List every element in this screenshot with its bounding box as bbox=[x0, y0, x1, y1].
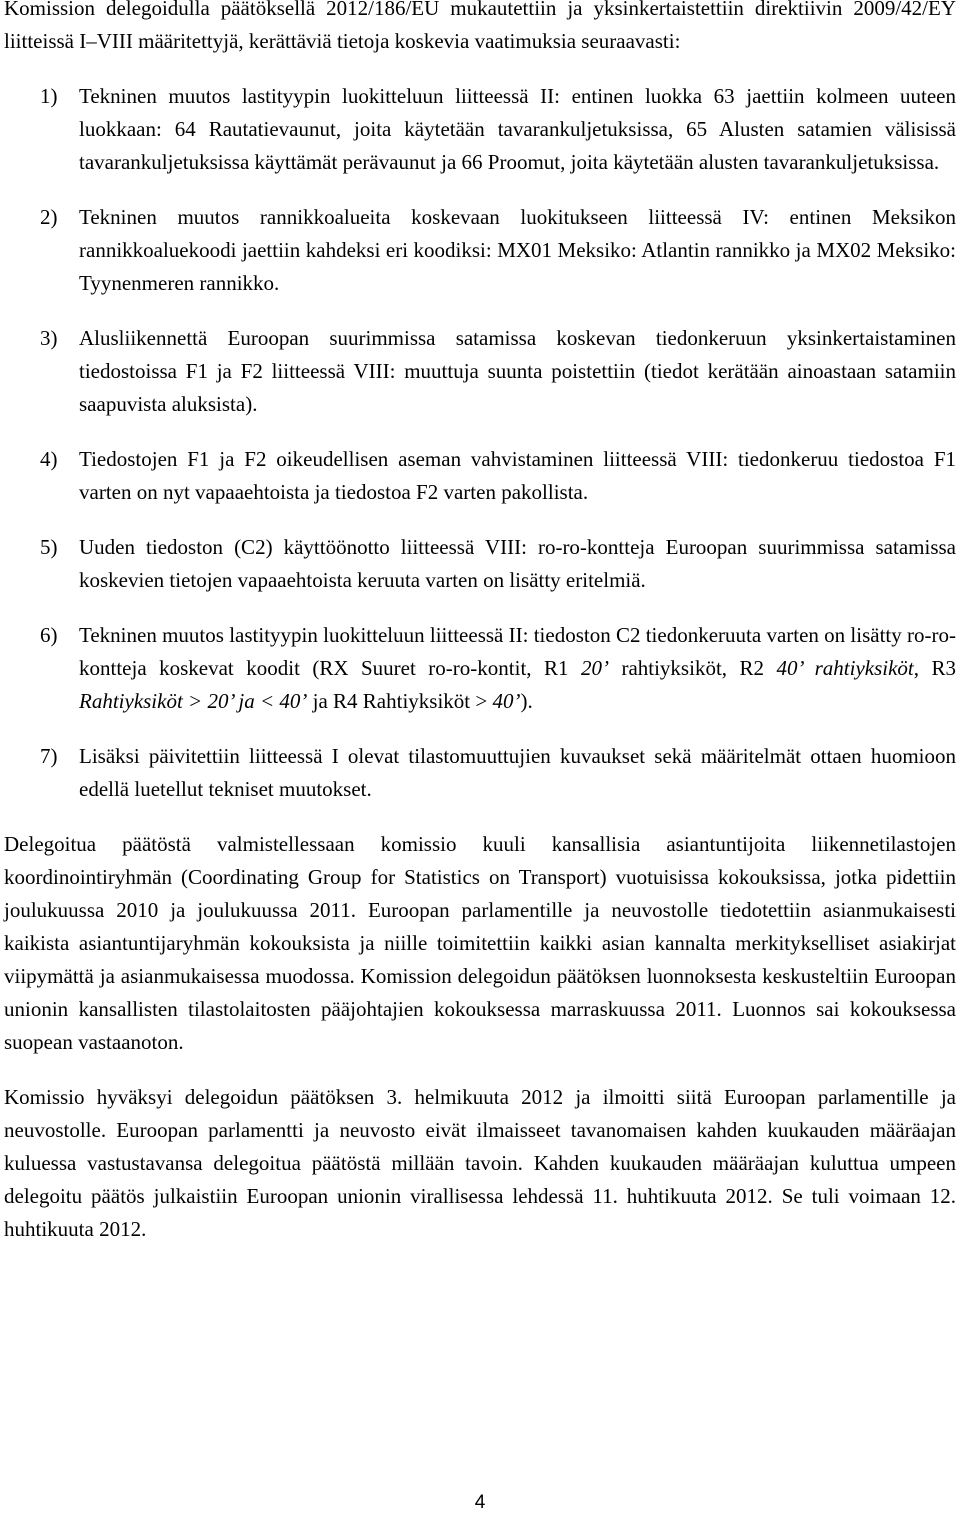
list-item bbox=[4, 443, 956, 509]
text-run: Tekninen muutos lastityypin luokitteluun liitteessä II: tiedoston C2 tiedonkeruuta varten on lisätty ro-ro-kontteja koskevat koodit (RX Suuret ro-ro-kontit, R1 bbox=[79, 623, 956, 680]
list-item-number: 7) bbox=[40, 744, 58, 768]
list-item bbox=[4, 531, 956, 597]
list-item-number: 2) bbox=[40, 205, 58, 229]
list-item-text: Tiedostojen F1 ja F2 oikeudellisen aseman vahvistaminen liitteessä VIII: tiedonkeruu tiedostoa F1 varten on nyt vapaaehtoista ja tiedostoa F2 varten pakollista. bbox=[79, 447, 956, 504]
amendments-list bbox=[4, 80, 956, 806]
list-item-number: 1) bbox=[40, 84, 58, 108]
list-item-number: 4) bbox=[40, 447, 58, 471]
intro-paragraph: Komission delegoidulla päätöksellä 2012/186/EU mukautettiin ja yksinkertaistettiin direktiivin 2009/42/EY liitteissä I–VIII määritettyjä, kerättäviä tietoja koskevia vaatimuksia seuraavasti: bbox=[4, 0, 956, 53]
text-run-italic: 40’ rahtiyksiköt bbox=[776, 656, 914, 680]
list-item bbox=[4, 322, 956, 421]
list-item bbox=[4, 740, 956, 806]
list-item bbox=[4, 619, 956, 718]
text-run-italic: 20’ bbox=[580, 656, 609, 680]
list-item-number: 3) bbox=[40, 326, 58, 350]
text-run: ). bbox=[520, 689, 533, 713]
list-item-text: Lisäksi päivitettiin liitteessä I olevat tilastomuuttujien kuvaukset sekä määritelmät ottaen huomioon edellä luetellut tekniset muutokset. bbox=[79, 744, 956, 801]
text-run: , R3 bbox=[913, 656, 956, 680]
list-item-text: Uuden tiedoston (C2) käyttöönotto liitteessä VIII: ro-ro-kontteja Euroopan suurimmissa satamissa koskevien tietojen vapaaehtoista keruuta varten on lisätty eritelmiä. bbox=[79, 535, 956, 592]
text-run-italic: Rahtiyksiköt > 20’ ja < 40’ bbox=[79, 689, 308, 713]
text-run: ja R4 Rahtiyksiköt > bbox=[307, 689, 493, 713]
list-item-number: 6) bbox=[40, 623, 58, 647]
page-number: 4 bbox=[474, 1492, 486, 1513]
text-run-italic: 40’ bbox=[492, 689, 521, 713]
adoption-paragraph: Komissio hyväksyi delegoidun päätöksen 3. helmikuuta 2012 ja ilmoitti siitä Euroopan parlamentille ja neuvostolle. Euroopan parlamentti ja neuvosto eivät ilmaisseet tavanomaisen kahden kuukauden määräajan kuluessa vastustavansa delegoitua päätöstä millään tavoin. Kahden kuukauden määräajan kuluttua umpeen delegoitu päätös julkaistiin Euroopan unionin virallisessa lehdessä 11. huhtikuuta 2012. Se tuli voimaan 12. huhtikuuta 2012. bbox=[4, 1085, 956, 1241]
list-item-number: 5) bbox=[40, 535, 58, 559]
list-item-text: Tekninen muutos rannikkoalueita koskevaan luokitukseen liitteessä IV: entinen Meksikon rannikkoaluekoodi jaettiin kahdeksi eri koodiksi: MX01 Meksiko: Atlantin rannikko ja MX02 Meksiko: Tyynenmeren rannikko. bbox=[79, 205, 956, 295]
list-item-text bbox=[79, 623, 956, 713]
consultation-paragraph: Delegoitua päätöstä valmistellessaan komissio kuuli kansallisia asiantuntijoita liikennetilastojen koordinointiryhmän (Coordinating Group for Statistics on Transport) vuotuisissa kokouksissa, jotka pidettiin joulukuussa 2010 ja joulukuussa 2011. Euroopan parlamentille ja neuvostolle tiedotettiin asianmukaisesti kaikista asiantuntijaryhmän kokouksista ja niille toimitettiin kaikki asian kannalta merkitykselliset asiakirjat viipymättä ja asianmukaisessa muodossa. Komission delegoidun päätöksen luonnoksesta keskusteltiin Euroopan unionin kansallisten tilastolaitosten pääjohtajien kokouksessa marraskuussa 2011. Luonnos sai kokouksessa suopean vastaanoton. bbox=[4, 832, 956, 1054]
list-item-text: Alusliikennettä Euroopan suurimmissa satamissa koskevan tiedonkeruun yksinkertaistaminen tiedostoissa F1 ja F2 liitteessä VIII: muuttuja suunta poistettiin (tiedot kerätään ainoastaan satamiin saapuvista aluksista). bbox=[79, 326, 956, 416]
list-item-text: Tekninen muutos lastityypin luokitteluun liitteessä II: entinen luokka 63 jaettiin kolmeen uuteen luokkaan: 64 Rautatievaunut, joita käytetään tavarankuljetuksissa, 65 Alusten satamien välisissä tavarankuljetuksissa käyttämät perävaunut ja 66 Proomut, joita käytetään alusten tavarankuljetuksissa. bbox=[79, 84, 956, 174]
document-page bbox=[4, 0, 956, 1268]
text-run: rahtiyksiköt, R2 bbox=[608, 656, 777, 680]
list-item bbox=[4, 201, 956, 300]
list-item bbox=[4, 80, 956, 179]
